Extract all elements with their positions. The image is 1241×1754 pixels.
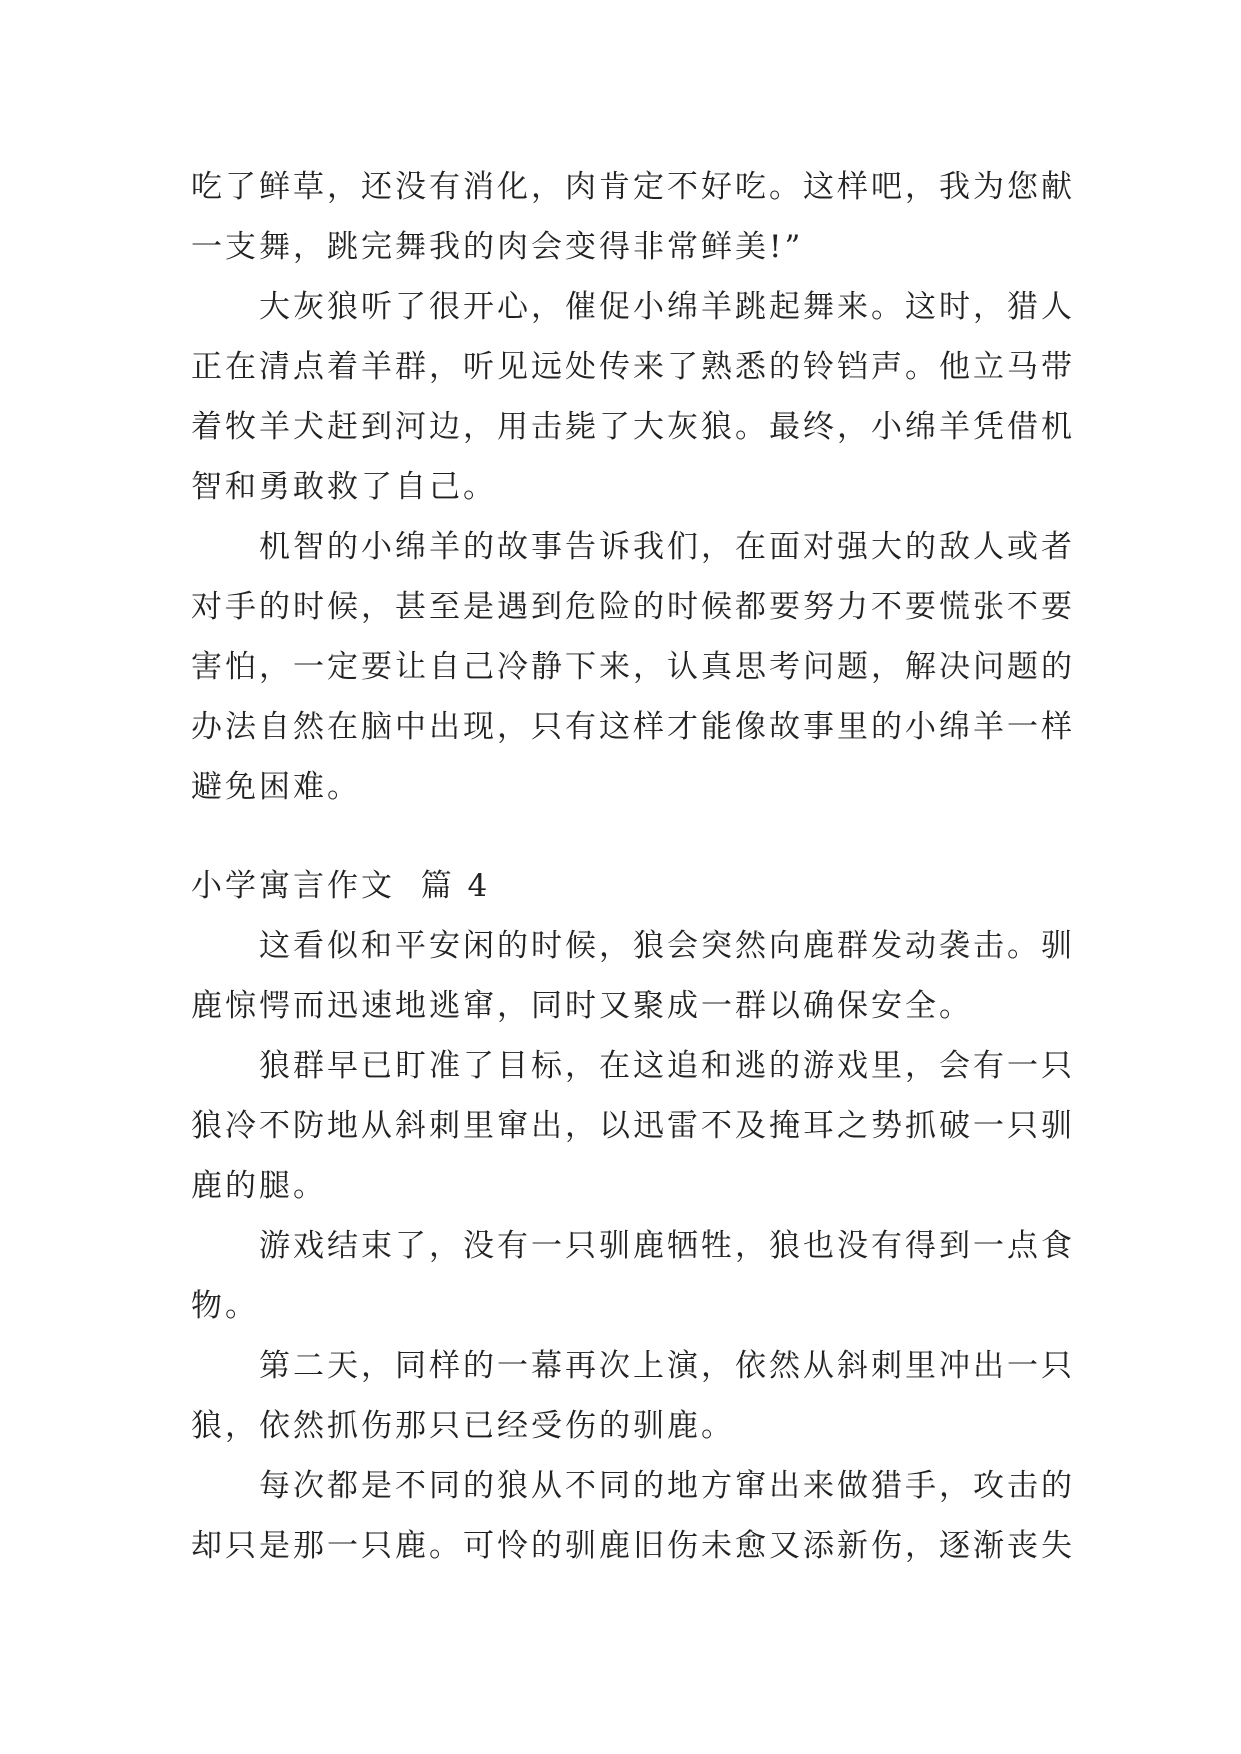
- text-line: 机智的小绵羊的故事告诉我们，在面对强大的敌人或者: [259, 529, 1075, 565]
- paragraph: [191, 517, 1075, 817]
- paragraph: [191, 157, 1075, 277]
- story-section-4: [191, 856, 1075, 1576]
- paragraph: [191, 916, 1075, 1036]
- text-line: 游戏结束了，没有一只驯鹿牺牲，狼也没有得到一点食: [259, 1228, 1075, 1264]
- text-line: 每次都是不同的狼从不同的地方窜出来做猎手，攻击的: [259, 1468, 1075, 1504]
- story-section-ending: [191, 157, 1075, 817]
- section-heading: 小学寓言作文 篇 4: [191, 868, 491, 904]
- text-line: 害怕，一定要让自己冷静下来，认真思考问题，解决问题的: [191, 649, 1075, 685]
- paragraph: [191, 1336, 1075, 1456]
- paragraph: [191, 1456, 1075, 1576]
- text-line: 狼群早已盯准了目标，在这追和逃的游戏里，会有一只: [259, 1048, 1075, 1084]
- text-line: 鹿惊愕而迅速地逃窜，同时又聚成一群以确保安全。: [191, 988, 973, 1024]
- text-line: 第二天，同样的一幕再次上演，依然从斜刺里冲出一只: [259, 1348, 1075, 1384]
- text-line: 却只是那一只鹿。可怜的驯鹿旧伤未愈又添新伤，逐渐丧失: [191, 1528, 1075, 1564]
- text-line: 着牧羊犬赶到河边，用击毙了大灰狼。最终，小绵羊凭借机: [191, 409, 1075, 445]
- text-line: 大灰狼听了很开心，催促小绵羊跳起舞来。这时，猎人: [259, 289, 1075, 325]
- text-line: 狼冷不防地从斜刺里窜出，以迅雷不及掩耳之势抓破一只驯: [191, 1108, 1075, 1144]
- paragraph: [191, 1216, 1075, 1336]
- text-line: 吃了鲜草，还没有消化，肉肯定不好吃。这样吧，我为您献: [191, 169, 1075, 205]
- text-line: 物。: [191, 1288, 259, 1324]
- text-line: 避免困难。: [191, 769, 361, 805]
- text-line: 这看似和平安闲的时候，狼会突然向鹿群发动袭击。驯: [259, 928, 1075, 964]
- paragraph: [191, 1036, 1075, 1216]
- text-line: 狼，依然抓伤那只已经受伤的驯鹿。: [191, 1408, 735, 1444]
- text-line: 正在清点着羊群，听见远处传来了熟悉的铃铛声。他立马带: [191, 349, 1075, 385]
- text-line: 办法自然在脑中出现，只有这样才能像故事里的小绵羊一样: [191, 709, 1075, 745]
- text-line: 智和勇敢救了自己。: [191, 469, 497, 505]
- text-line: 对手的时候，甚至是遇到危险的时候都要努力不要慌张不要: [191, 589, 1075, 625]
- text-line: 鹿的腿。: [191, 1168, 327, 1204]
- text-line: 一支舞，跳完舞我的肉会变得非常鲜美!”: [191, 229, 804, 265]
- paragraph: [191, 277, 1075, 517]
